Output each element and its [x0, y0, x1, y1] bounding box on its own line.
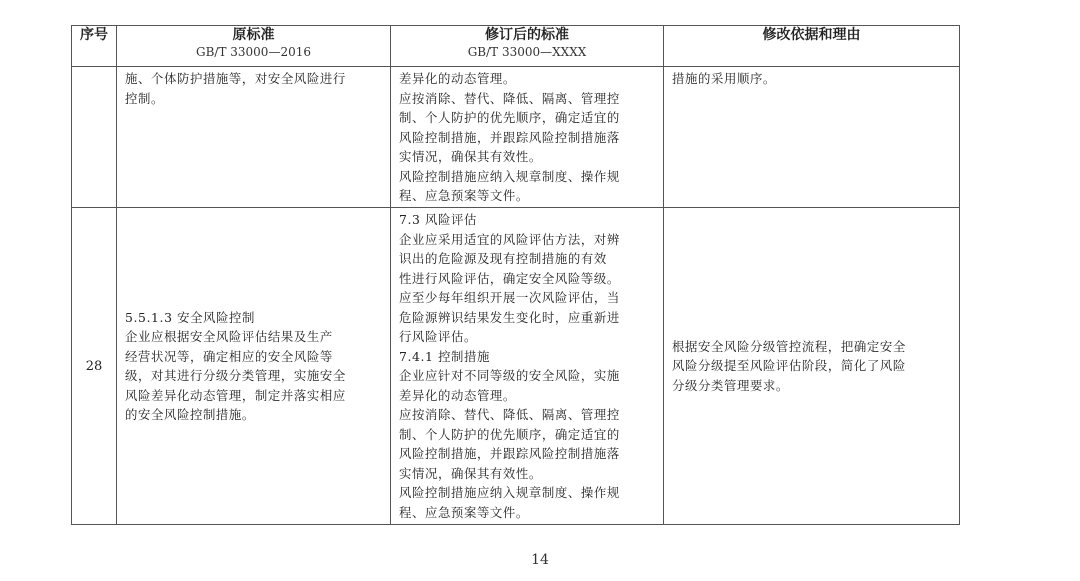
cell-revised	[391, 208, 664, 525]
text-line: 识出的危险源及现有控制措施的有效	[399, 251, 607, 266]
text-line: 应至少每年组织开展一次风险评估，当	[399, 290, 620, 305]
text-line: 制、个人防护的优先顺序，确定适宜的	[399, 426, 620, 442]
revised-text	[391, 67, 663, 206]
text-line: 应按消除、替代、降低、隔离、管理控	[399, 407, 620, 422]
table-header-row	[72, 26, 960, 67]
cell-reason	[664, 67, 960, 208]
row-number: 28	[85, 358, 103, 374]
text-line: 企业应针对不同等级的安全风险，实施	[399, 368, 620, 383]
header-revised-title: 修订后的标准	[485, 27, 569, 43]
text-line: 程、应急预案等文件。	[399, 504, 529, 520]
text-line: 根据安全风险分级管控流程，把确定安全	[672, 338, 906, 354]
cell-no	[72, 67, 117, 208]
text-line: 实情况，确保其有效性。	[399, 465, 542, 481]
text-line: 经营状况等，确定相应的安全风险等	[125, 348, 333, 364]
text-line: 的安全风险控制措施。	[125, 407, 255, 422]
header-no	[72, 26, 117, 67]
text-line: 5.5.1.3 安全风险控制	[125, 309, 256, 325]
header-original-title: 原标准	[232, 27, 275, 43]
revision-comparison-table	[71, 25, 960, 525]
cell-revised	[391, 67, 664, 208]
cell-original	[117, 67, 391, 208]
text-line: 风险控制措施，并跟踪风险控制措施落	[399, 129, 620, 145]
text-line: 企业应根据安全风险评估结果及生产	[125, 329, 333, 344]
text-line: 程、应急预案等文件。	[399, 188, 529, 203]
header-revised	[391, 26, 664, 67]
header-revised-code: GB/T 33000—XXXX	[467, 45, 587, 59]
table-row	[72, 67, 960, 208]
table-row	[72, 208, 960, 525]
text-line: 风险控制措施应纳入规章制度、操作规	[399, 168, 620, 184]
header-original	[117, 26, 391, 67]
text-line: 7.4.1 控制措施	[399, 348, 491, 364]
text-line: 风险控制措施应纳入规章制度、操作规	[399, 485, 620, 500]
text-line: 施、个体防护措施等，对安全风险进行	[125, 71, 346, 86]
text-line: 控制。	[125, 90, 164, 106]
text-line: 行风险评估。	[399, 329, 477, 344]
text-line: 实情况，确保其有效性。	[399, 149, 542, 164]
reason-text	[664, 67, 959, 89]
header-reason	[664, 26, 960, 67]
text-line: 风险控制措施，并跟踪风险控制措施落	[399, 446, 620, 461]
page-number: 14	[531, 552, 549, 568]
cell-original	[117, 208, 391, 525]
text-line: 企业应采用适宜的风险评估方法，对辨	[399, 231, 620, 247]
text-line: 7.3 风险评估	[399, 212, 478, 227]
header-no-label: 序号	[80, 27, 108, 43]
original-text	[117, 308, 390, 425]
text-line: 差异化的动态管理。	[399, 387, 516, 403]
text-line: 性进行风险评估，确定安全风险等级。	[399, 270, 620, 286]
revised-text	[391, 208, 663, 522]
text-line: 级，对其进行分级分类管理，实施安全	[125, 368, 346, 383]
text-line: 措施的采用顺序。	[672, 71, 776, 86]
cell-reason	[664, 208, 960, 525]
text-line: 制、个人防护的优先顺序，确定适宜的	[399, 110, 620, 125]
text-line: 分级分类管理要求。	[672, 377, 789, 393]
text-line: 危险源辨识结果发生变化时，应重新进	[399, 309, 620, 325]
cell-no	[72, 208, 117, 525]
header-original-code: GB/T 33000—2016	[196, 45, 311, 59]
header-reason-label: 修改依据和理由	[762, 27, 861, 43]
text-line: 差异化的动态管理。	[399, 71, 516, 86]
text-line: 应按消除、替代、降低、隔离、管理控	[399, 90, 620, 106]
original-text	[117, 67, 390, 108]
text-line: 风险分级提至风险评估阶段，简化了风险	[672, 358, 906, 374]
text-line: 风险差异化动态管理，制定并落实相应	[125, 387, 346, 403]
reason-text	[664, 337, 959, 396]
